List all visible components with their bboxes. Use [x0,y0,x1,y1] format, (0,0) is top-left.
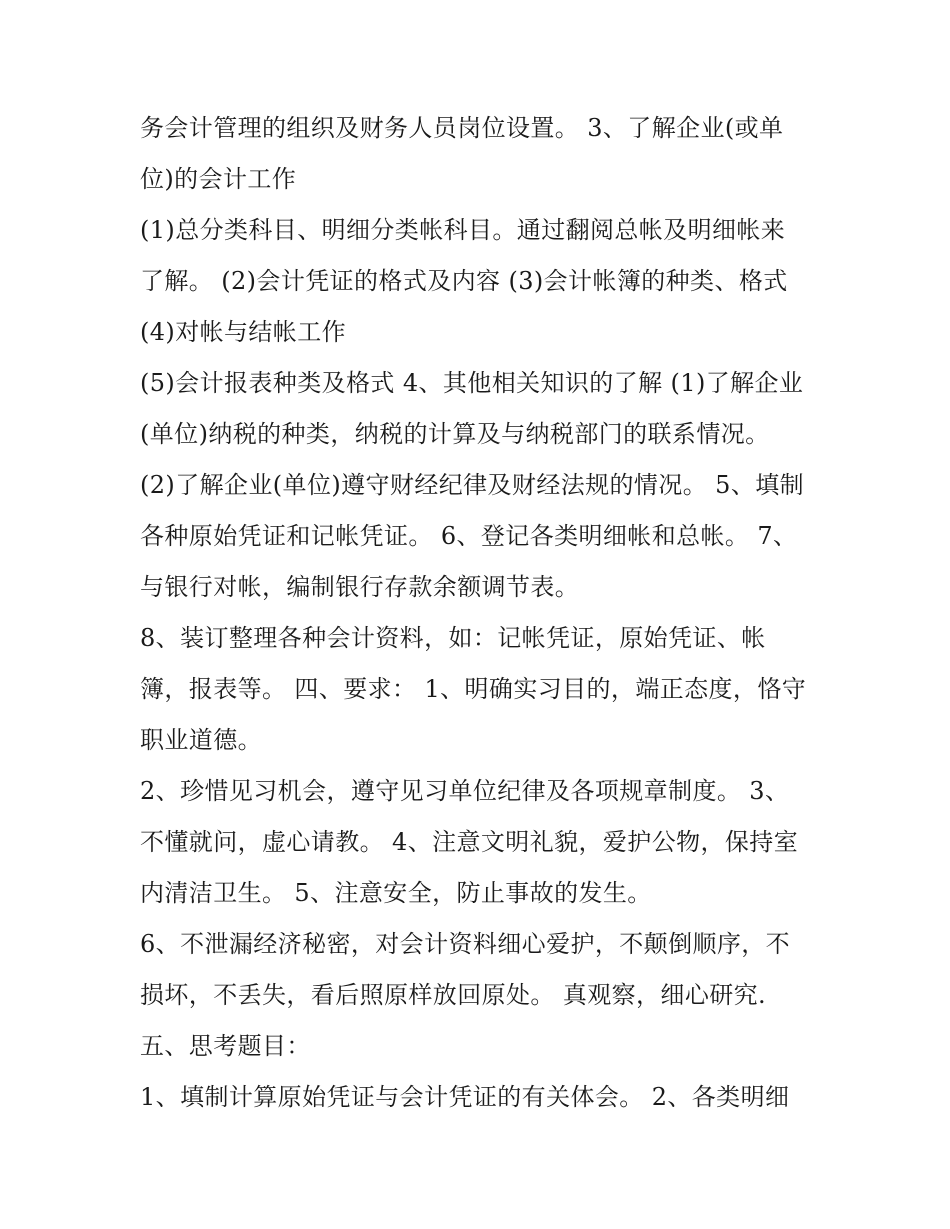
text-line: (单位)纳税的种类，纳税的计算及与纳税部门的联系情况。 [140,420,770,448]
text-line: (5)会计报表种类及格式 4、其他相关知识的了解 (1)了解企业 [140,369,804,397]
text-line: 不懂就问，虚心请教。 4、注意文明礼貌，爱护公物，保持室 [140,828,799,856]
text-line: 1、填制计算原始凭证与会计凭证的有关体会。 2、各类明细 [140,1083,790,1111]
text-line: 簿，报表等。 四、要求： 1、明确实习目的，端正态度，恪守 [140,675,807,703]
text-line: 职业道德。 [140,726,262,754]
text-line: 位)的会计工作 [140,165,297,193]
text-line: (1)总分类科目、明细分类帐科目。通过翻阅总帐及明细帐来 [140,216,786,244]
section-heading: 五、思考题目： [140,1032,311,1060]
text-line: (2)了解企业(单位)遵守财经纪律及财经法规的情况。 5、填制 [140,471,805,499]
document-body [140,103,820,1123]
text-line: 内清洁卫生。 5、注意安全，防止事故的发生。 [140,879,652,907]
text-line: 8、装订整理各种会计资料，如：记帐凭证，原始凭证、帐 [140,624,766,652]
text-line: (4)对帐与结帐工作 [140,318,346,346]
text-line: 各种原始凭证和记帐凭证。 6、登记各类明细帐和总帐。 7、 [140,522,798,550]
text-line: 与银行对帐，编制银行存款余额调节表。 [140,573,580,601]
text-line: 2、珍惜见习机会，遵守见习单位纪律及各项规章制度。 3、 [140,777,790,805]
text-line: 损坏，不丢失，看后照原样放回原处。 真观察，细心研究. [140,981,767,1009]
text-line: 6、不泄漏经济秘密，对会计资料细心爱护，不颠倒顺序，不 [140,930,791,958]
text-line: 务会计管理的组织及财务人员岗位设置。 3、了解企业(或单 [140,114,784,142]
text-line: 了解。 (2)会计凭证的格式及内容 (3)会计帐簿的种类、格式 [140,267,788,295]
